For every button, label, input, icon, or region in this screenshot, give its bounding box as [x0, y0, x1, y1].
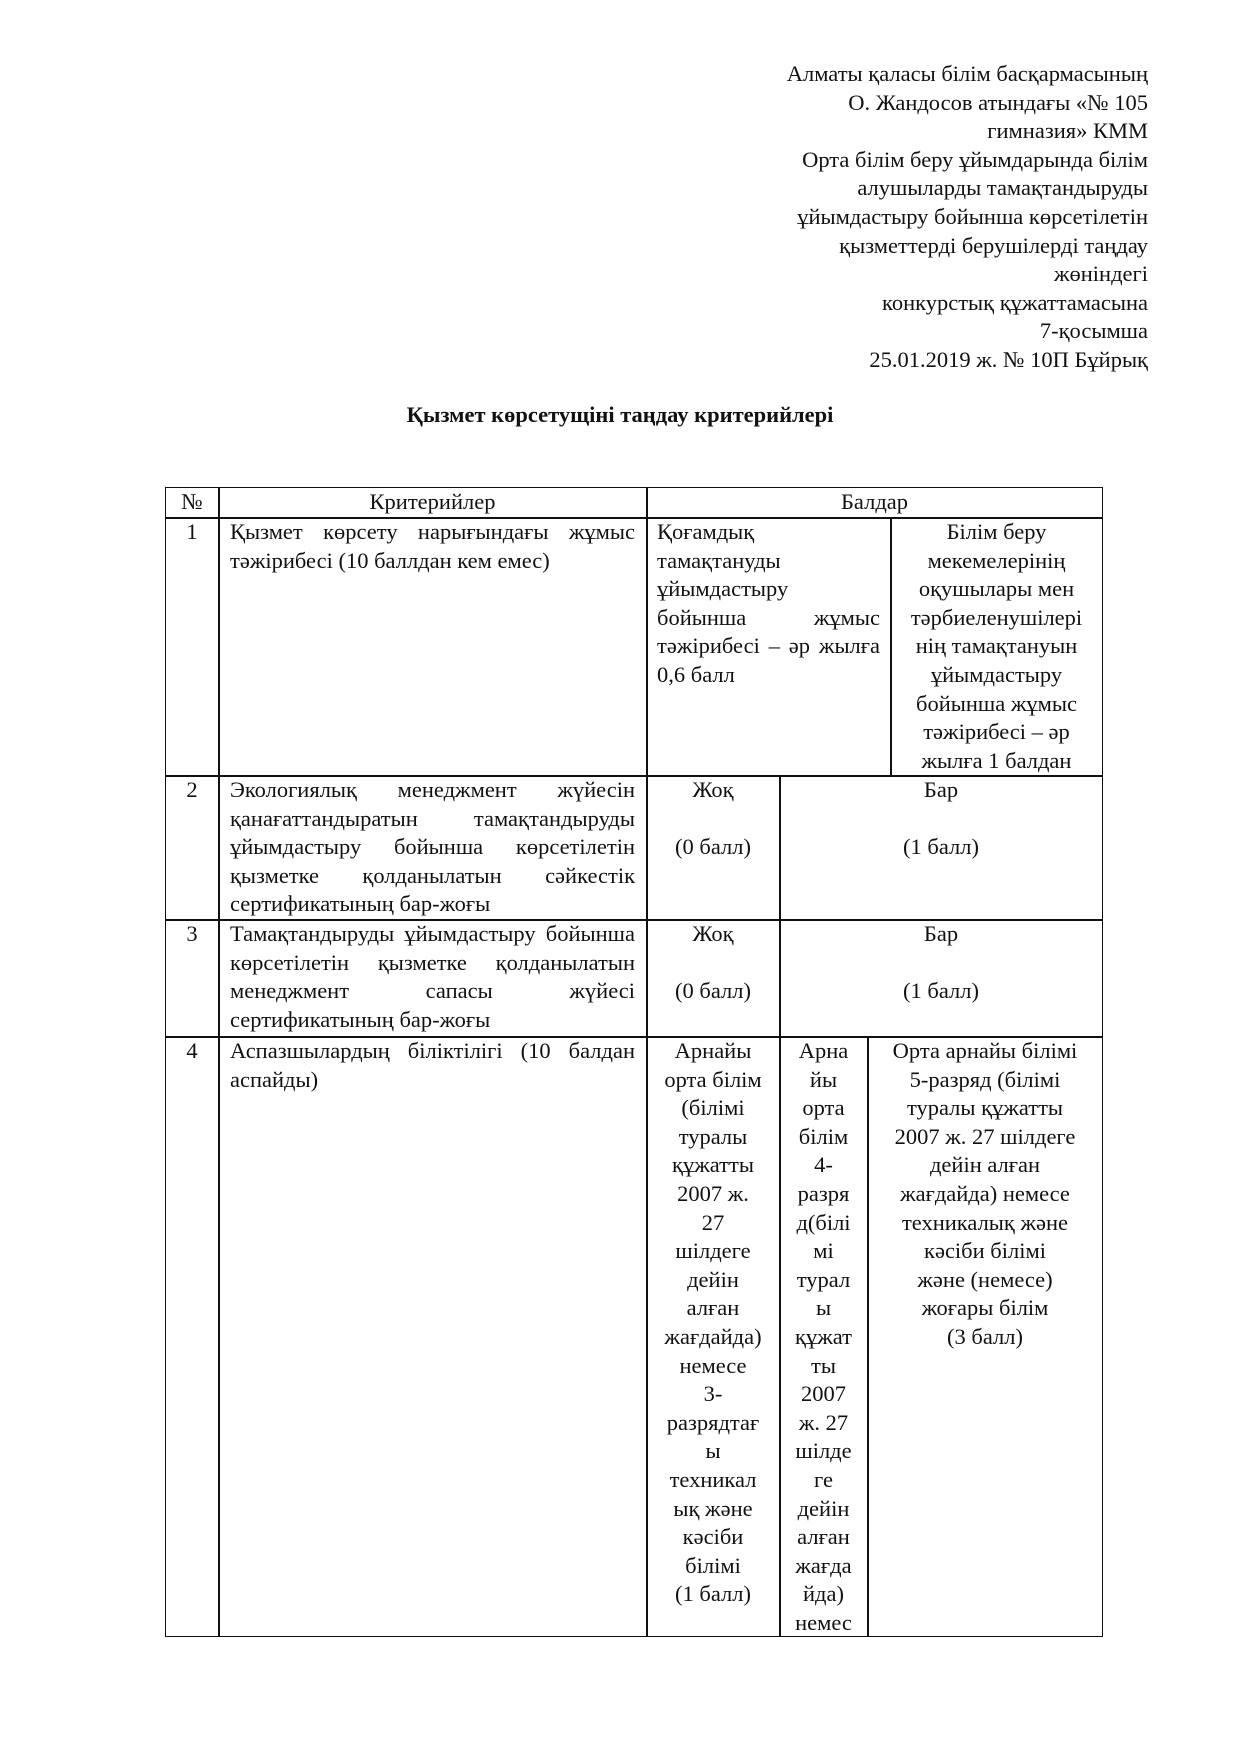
cell-line: разря	[797, 1180, 850, 1206]
row-number: 3	[186, 921, 198, 946]
points-cell: Білім беру мекемелерінің оқушылары мен тәрбиеленушілері нің тамақтануын ұйымдастыру бойынша жұмыс тәжірибесі – әр жылға 1 балдан	[910, 519, 1083, 773]
points-value: (0 балл)	[675, 977, 751, 1003]
document-title: Қызмет көрсетущіні таңдау критерийлері	[406, 402, 834, 427]
cell-line: 2007	[801, 1381, 846, 1407]
cell-line: (3 балл)	[947, 1323, 1023, 1349]
cell-line: йы	[809, 1066, 838, 1092]
criteria-cell: Тамақтандыруды ұйымдастыру бойынша көрсетілетін қызметке қолданылатын менеджмент сапасы жүйесі сертификатының бар-жоғы	[230, 921, 635, 1032]
cell-line: орта	[802, 1095, 845, 1121]
cell-line: және (немесе)	[917, 1266, 1053, 1292]
cell-line: йда)	[803, 1581, 844, 1607]
cell-line: 5-разряд (білімі	[909, 1066, 1061, 1092]
cell-line: жағдайда) немесе	[900, 1180, 1070, 1206]
cell-line: шілде	[795, 1438, 852, 1464]
points-no-cell	[647, 776, 779, 861]
criteria-cell: Аспазшылардың біліктілігі (10 балдан аспайды)	[230, 1038, 635, 1092]
criteria-table	[165, 487, 1103, 1637]
header-line: Орта білім беру ұйымдарында білім	[802, 146, 1148, 172]
cell-line: 3-	[703, 1381, 723, 1407]
cell-line: орта білім	[664, 1066, 762, 1092]
criteria-cell: Экологиялық менеджмент жүйесін қанағаттандыратын тамақтандыруды ұйымдастыру бойынша көрсетілетін қызметке қолданылатын сәйкестік сертификатының бар-жоғы	[230, 777, 635, 917]
cell-line: немес	[795, 1609, 852, 1635]
header-line: 7-қосымша	[1039, 318, 1148, 344]
cell-line: білімі	[685, 1552, 741, 1578]
header-line: гимназия» КММ	[987, 118, 1148, 144]
cell-line: мі	[813, 1238, 834, 1264]
cell-line: құжатты	[672, 1152, 754, 1178]
cell-line: құжат	[795, 1323, 852, 1349]
header-cell-number: №	[181, 489, 203, 514]
cell-line: ге	[814, 1466, 833, 1492]
points-no-cell	[647, 920, 779, 1005]
cell-line: Арна	[798, 1038, 849, 1063]
cell-line: 27	[701, 1209, 725, 1235]
cell-line: жағдайда)	[664, 1323, 762, 1349]
cell-line: Орта арнайы білімі	[892, 1038, 1078, 1063]
cell-line: дейін	[687, 1266, 739, 1292]
cell-line: ж. 27	[798, 1409, 849, 1435]
header-line: ұйымдастыру бойынша көрсетілетін	[797, 203, 1148, 229]
row-number: 2	[186, 777, 198, 802]
cell-line: ық және	[673, 1495, 753, 1521]
points-label: Жоқ	[692, 921, 734, 946]
cell-line: алған	[797, 1524, 850, 1550]
criteria-cell: Қызмет көрсету нарығындағы жұмыс тәжірибесі (10 баллдан кем емес)	[230, 519, 635, 573]
cell-line: разрядтағ	[666, 1409, 760, 1435]
document-header	[588, 60, 1148, 375]
points-yes-cell	[780, 776, 1102, 861]
cell-line: техникал	[669, 1466, 757, 1492]
cell-line: дейін	[797, 1495, 850, 1521]
cell-line: 2007 ж. 27 шілдеге	[894, 1123, 1076, 1149]
points-value: (1 балл)	[903, 833, 979, 859]
cell-line: (білімі	[681, 1095, 745, 1121]
header-line: Алматы қаласы білім басқармасының	[786, 61, 1148, 86]
cell-line: дейін алған	[929, 1152, 1041, 1178]
cell-line: 2007 ж.	[677, 1180, 749, 1206]
points-label: Бар	[923, 777, 959, 802]
header-cell-criteria: Критерийлер	[369, 489, 496, 514]
cell-line: 4-	[814, 1152, 833, 1178]
header-line: алушыларды тамақтандыруды	[857, 175, 1148, 201]
cell-line: ы	[705, 1438, 721, 1464]
points-value: (0 балл)	[675, 833, 751, 859]
qualification-cell-3	[868, 1037, 1102, 1352]
cell-line: жоғары білім	[921, 1295, 1049, 1321]
cell-line: д(білі	[796, 1209, 851, 1235]
cell-line: (1 балл)	[675, 1581, 751, 1607]
cell-line: техникалық және	[901, 1209, 1069, 1235]
cell-line: туралы	[678, 1123, 748, 1149]
points-cell: Қоғамдық тамақтануды ұйымдастыру бойынша жұмыс тәжірибесі – әр жылға 0,6 балл	[657, 519, 880, 687]
cell-line: жағда	[795, 1552, 852, 1578]
points-yes-cell	[780, 920, 1102, 1005]
header-line: О. Жандосов атындағы «№ 105	[848, 89, 1148, 115]
cell-line: туралы құжатты	[906, 1095, 1064, 1121]
cell-line: шілдеге	[675, 1238, 751, 1264]
cell-line: кәсіби	[682, 1524, 744, 1550]
cell-line: немесе	[679, 1352, 747, 1378]
points-label: Бар	[923, 921, 959, 946]
qualification-cell-1	[647, 1037, 779, 1609]
cell-line: алған	[686, 1295, 740, 1321]
header-line: жөніндегі	[1053, 261, 1148, 287]
header-cell-points: Балдар	[840, 489, 909, 514]
qualification-cell-2	[780, 1037, 867, 1637]
cell-line: турал	[796, 1266, 851, 1292]
cell-line: білім	[798, 1123, 849, 1149]
points-value: (1 балл)	[903, 977, 979, 1003]
header-line: 25.01.2019 ж. № 10П Бұйрық	[869, 346, 1148, 372]
cell-line: ы	[815, 1295, 832, 1321]
header-line: конкурстық құжаттамасына	[882, 289, 1148, 315]
cell-line: Арнайы	[674, 1038, 752, 1063]
points-label: Жоқ	[692, 777, 734, 802]
row-number: 1	[186, 519, 198, 544]
row-number: 4	[186, 1038, 198, 1063]
cell-line: кәсіби білімі	[924, 1238, 1046, 1264]
header-line: қызметтерді берушілерді таңдау	[839, 232, 1148, 258]
cell-line: ты	[811, 1352, 836, 1378]
